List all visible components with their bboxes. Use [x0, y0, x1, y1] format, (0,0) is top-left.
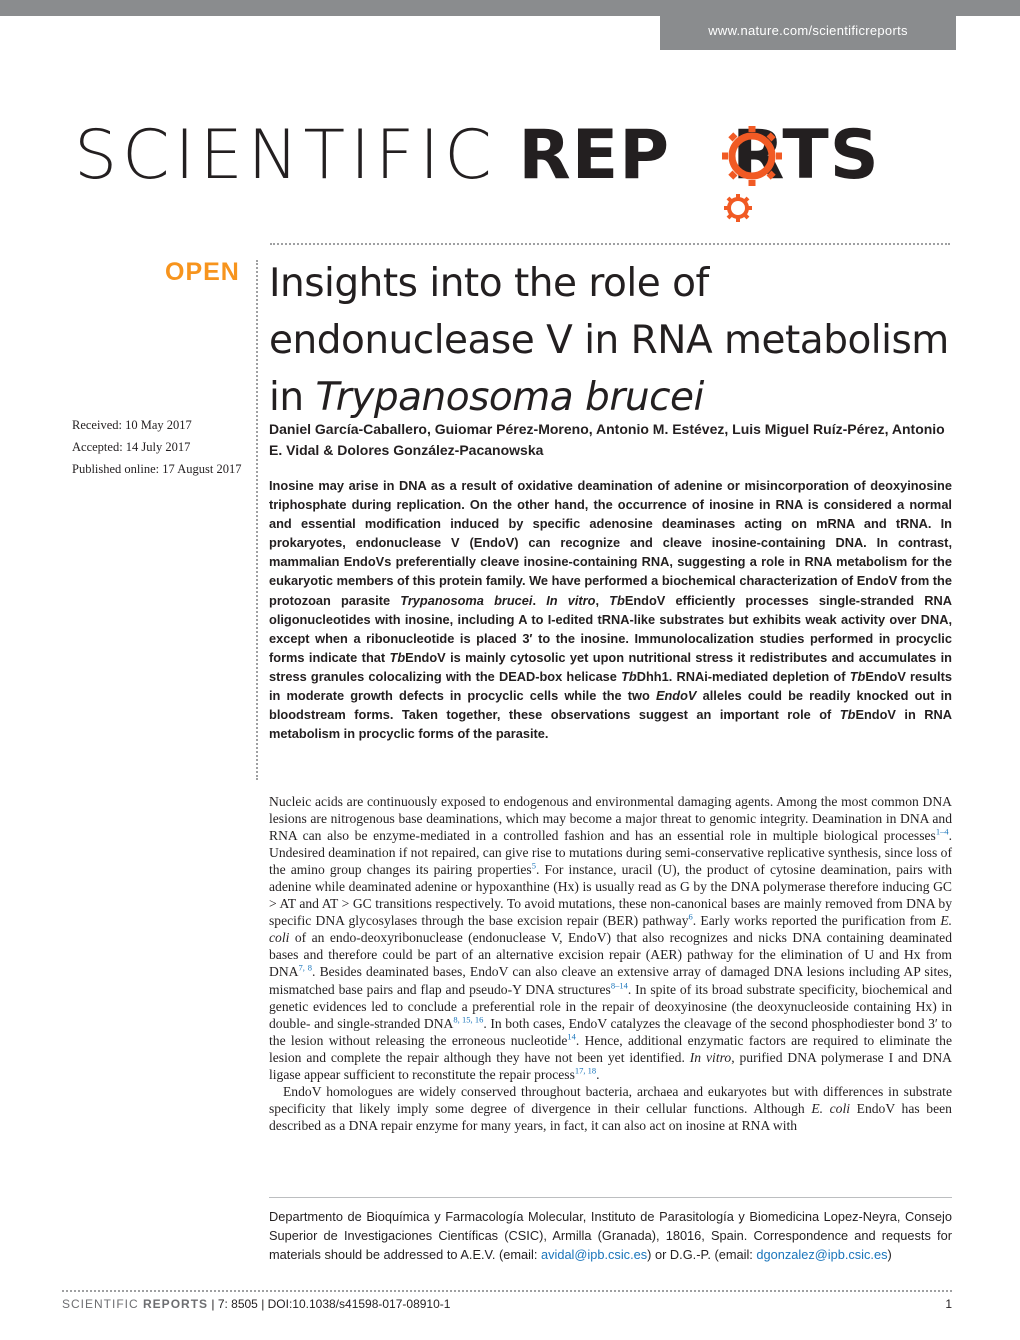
email-link-avidal[interactable]: avidal@ipb.csic.es	[540, 1247, 648, 1262]
footnote-divider	[269, 1197, 952, 1198]
page-number: 1	[945, 1297, 952, 1311]
url-tab[interactable]	[660, 14, 956, 50]
masthead-rep: REP	[518, 116, 671, 195]
paragraph-1: Nucleic acids are continuously exposed to endogenous and environmental damaging agents. Among the most common DNA lesions are nitrogenous base deaminations, which may become a major threat to genomic integrity. Deamination in DNA and RNA can also be enzyme-mediated in a controlled fashion and has an essential role in multiple biological processes$^{1-4}$. Undesired deamination if not repaired, can give rise to mutations during semi-conservative replicative synthesis, since loss of the amino group changes its pairing properties$^5$. For instance, uracil (U), the product of cytosine deamination, pairs with adenine while deaminated adenine or hypoxanthine (Hx) is usually read as G by the DNA polymerase therefore inducing GC > AT and AT > GC transitions respectively. To avoid mutations, these non-canonical bases are mainly removed from DNA by specific DNA glycosylases through the base excision repair (BER) pathway$^6$. Early works reported the purification from E. coli of an endo-deoxyribonuclease (endonuclease V, EndoV) that also recognizes and nicks DNA containing deaminated bases and therefore could be part of an alternative excision repair (AER) pathway for the elimination of U and Hx from DNA$^{7, 8}$. Besides deaminated bases, EndoV can also cleave an extensive array of damaged DNA lesions including AP sites, mismatched base pairs and flap and pseudo-Y DNA structures$^{8-14}$. In spite of its broad substrate specificity, biochemical and genetic evidences led to conclude a preferential role in the repair of deoxyinosine (the deoxynucleoside containing Hx) in double- and single-stranded DNA$^{8, 15, 16}$. In both cases, EndoV catalyzes the cleavage of the second phosphodiester bond 3′ to the lesion without releasing the erroneous nucleotide$^{14}$. Hence, additional enzymatic factors are required to eliminate the lesion and complete the repair although they have not been yet identified. In vitro, purified DNA polymerase I and DNA ligase appear sufficient to reconstitute the repair process$^{17, 18}$.	[269, 794, 953, 1082]
journal-url[interactable]: www.nature.com/scientificreports	[708, 23, 908, 38]
header-divider	[270, 243, 950, 245]
gear-icon	[716, 112, 788, 232]
masthead-rts: RTS	[732, 116, 880, 195]
affiliation-note: Departmento de Bioquímica y Farmacología Molecular, Instituto de Parasitología y Biomedicina Lopez-Neyra, Consejo Superior de Investigaciones Científicas (CSIC), Armilla (Granada), 18016, Spain. Correspondence and requests for materials should be addressed to A.E.V. (email: avidal@ipb.csic.es) or D.G.-P. (email: dgonzalez@ipb.csic.es)	[269, 1209, 952, 1262]
citation-link[interactable]: 14	[567, 1031, 576, 1042]
citation-link[interactable]: 8–14	[610, 979, 628, 990]
species-name: Trypanosoma brucei	[315, 375, 704, 420]
journal-masthead	[74, 116, 954, 216]
citation-link[interactable]: 1–4	[935, 826, 949, 837]
paragraph-2: EndoV homologues are widely conserved throughout bacteria, archaea and eukaryotes but with differences in substrate specificity that likely imply some degree of divergence in their cellular functions. Although E. coli EndoV has been described as a DNA repair enzyme for many years, in fact, it can also act on inosine at RNA with	[269, 1083, 952, 1133]
article-dates	[72, 414, 252, 480]
accepted-date: Accepted: 14 July 2017	[72, 440, 191, 454]
author-list[interactable]: Daniel García-Caballero, Guiomar Pérez-Moreno, Antonio M. Estévez, Luis Miguel Ruíz-Pérez, Antonio E. Vidal & Dolores González-Pacanowska	[269, 421, 945, 458]
title-line-1: Insights into the role of	[269, 261, 709, 306]
citation-link[interactable]: 17, 18	[574, 1065, 597, 1076]
vertical-divider	[256, 260, 258, 780]
open-access-badge: OPEN	[165, 258, 240, 286]
published-date: Published online: 17 August 2017	[72, 462, 242, 476]
email-link-dgonzalez[interactable]: dgonzalez@ipb.csic.es	[756, 1247, 888, 1262]
citation-link[interactable]: 5	[531, 860, 536, 871]
received-date: Received: 10 May 2017	[72, 418, 192, 432]
title-line-3: in Trypanosoma brucei	[269, 375, 704, 420]
footer-journal: SCIENTIFIC REPORTS	[62, 1297, 209, 1311]
page-footer	[62, 1297, 952, 1317]
citation-link[interactable]: 6	[688, 911, 693, 922]
footer-citation[interactable]: | 7: 8505 | DOI:10.1038/s41598-017-08910-1	[208, 1297, 451, 1311]
main-text	[269, 793, 952, 1134]
title-line-2: endonuclease V in RNA metabolism	[269, 318, 949, 363]
abstract: Inosine may arise in DNA as a result of oxidative deamination of adenine or misincorporation of deoxyinosine triphosphate during replication. On the other hand, the occurrence of inosine in RNA is considered a normal and essential modification induced by specific adenosine deaminases acting on mRNA and tRNA. In prokaryotes, endonuclease V (EndoV) can recognize and cleave inosine-containing DNA. In contrast, mammalian EndoVs preferentially cleave inosine-containing RNA, suggesting a role in RNA metabolism for the eukaryotic members of this protein family. We have performed a biochemical characterization of EndoV from the protozoan parasite Trypanosoma brucei. In vitro, TbEndoV efficiently processes single-stranded RNA oligonucleotides with inosine, including A to I-edited tRNA-like substrates but exhibits weak activity over DNA, except when a ribonucleotide is placed 3′ to the inosine. Immunolocalization studies performed in procyclic forms indicate that TbEndoV is mainly cytosolic yet upon nutritional stress it redistributes and accumulates in stress granules colocalizing with the DEAD-box helicase TbDhh1. RNAi-mediated depletion of TbEndoV results in moderate growth defects in procyclic cells while the two EndoV alleles could be readily knocked out in bloodstream forms. Taken together, these observations suggest an important role of TbEndoV in RNA metabolism in procyclic forms of the parasite.	[269, 478, 952, 742]
masthead-scientific: SCIENTIFIC	[74, 116, 497, 195]
citation-link[interactable]: 8, 15, 16	[453, 1014, 484, 1025]
citation-link[interactable]: 7, 8	[298, 962, 312, 973]
article-title	[269, 255, 959, 426]
footer-divider	[62, 1290, 952, 1292]
